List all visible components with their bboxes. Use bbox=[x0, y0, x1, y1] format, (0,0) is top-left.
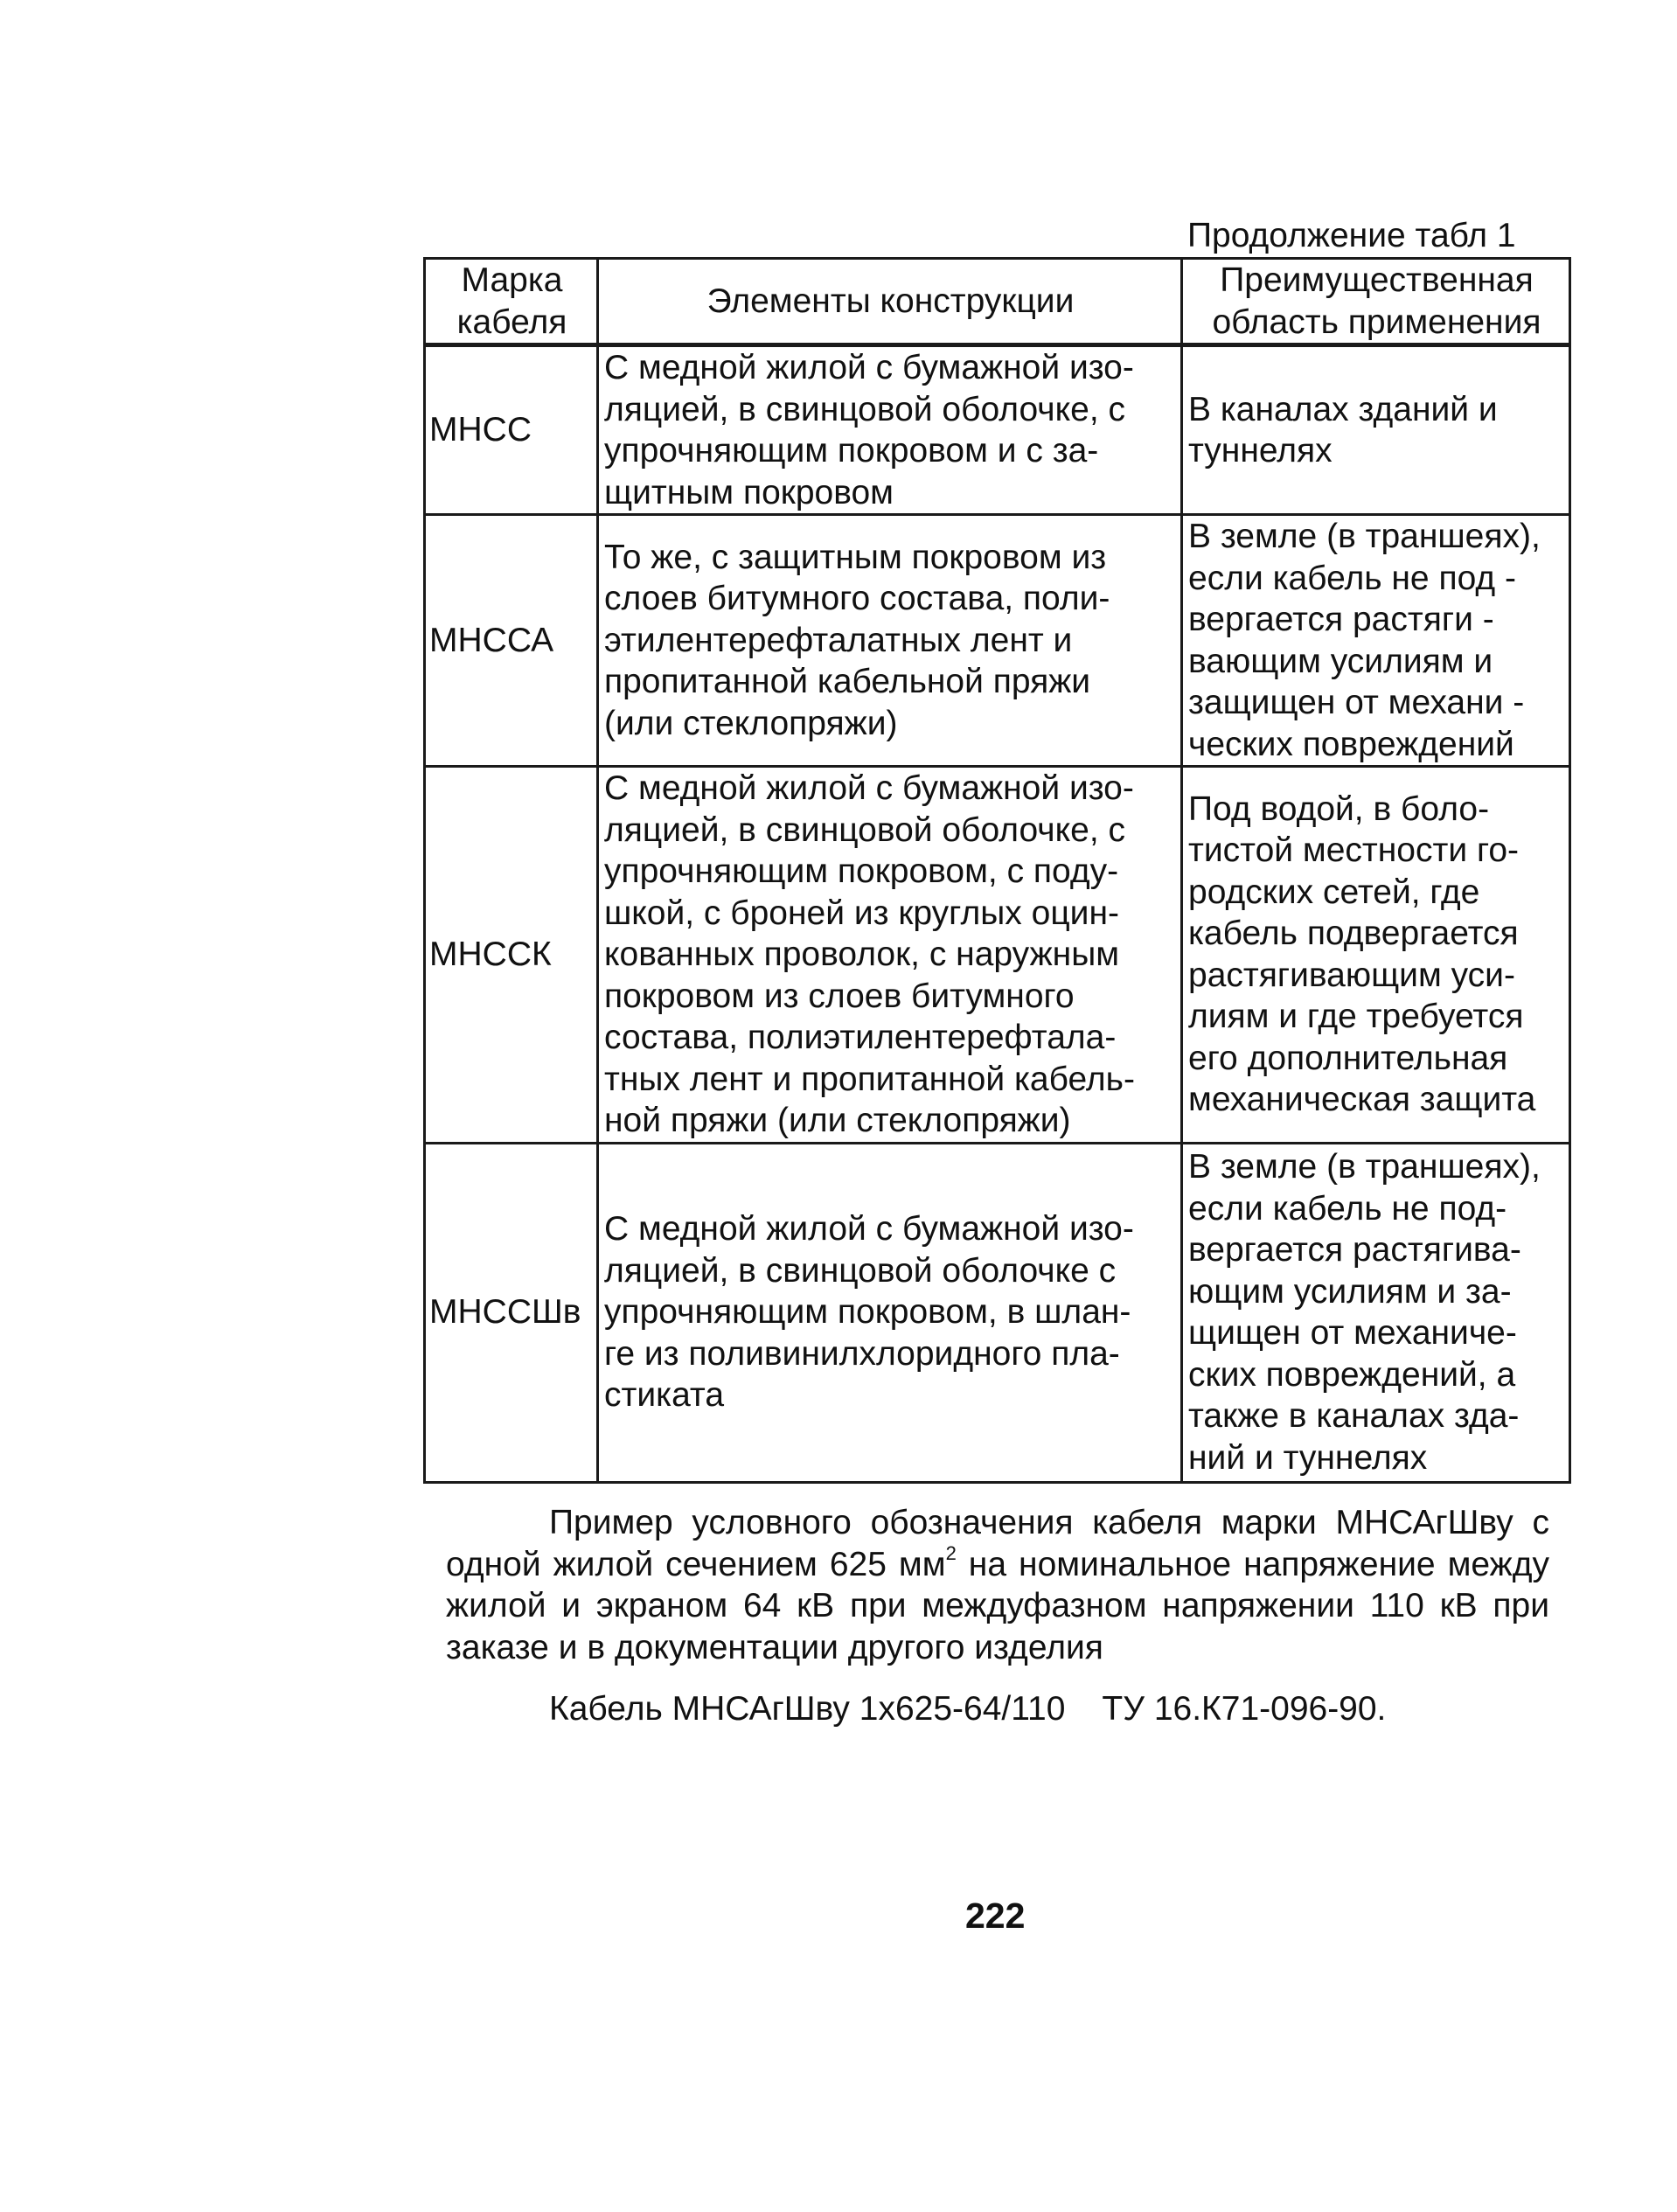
construction-elements-cell: С медной жилой с бумажной изо- ляцией, в свинцовой оболочке, с упрочняющим покровом и с за- щитным покровом bbox=[598, 345, 1182, 515]
construction-elements-cell: С медной жилой с бумажной изо- ляцией, в свинцовой оболочке с упрочняющим покровом, в шлан- ге из поливинилхлоридного пла- стиката bbox=[598, 1143, 1182, 1482]
application-area-cell: В земле (в траншеях), если кабель не под- вергается растягива- ющим усилиям и за- щищен от механиче- ских повреждений, а также в каналах зда- ний и туннелях bbox=[1182, 1143, 1570, 1482]
cable-mark-cell: МНССШв bbox=[425, 1143, 598, 1482]
application-area-cell: В каналах зданий и туннелях bbox=[1182, 345, 1570, 515]
header-construction-elements: Элементы конструкции bbox=[598, 259, 1182, 345]
cable-mark-cell: МНССК bbox=[425, 767, 598, 1144]
table-row bbox=[425, 767, 1570, 1144]
application-area-cell: В земле (в траншеях), если кабель не под - вергается растяги - вающим усилиям и защищен от механи - ческих повреждений bbox=[1182, 515, 1570, 767]
header-application-area: Преимущественная область применения bbox=[1182, 259, 1570, 345]
cable-mark-cell: МНСС bbox=[425, 345, 598, 515]
header-cable-mark: Марка кабеля bbox=[425, 259, 598, 345]
table-header-row bbox=[425, 259, 1570, 345]
table-row bbox=[425, 1143, 1570, 1482]
page-number: 222 bbox=[965, 1896, 1026, 1936]
squared-superscript: 2 bbox=[945, 1541, 957, 1564]
cable-designation-name: Кабель МНСАгШву 1x625-64/110 bbox=[549, 1690, 1066, 1728]
application-area-cell: Под водой, в боло- тистой местности го- родских сетей, где кабель подвергается растягивающим уси- лиям и где требуется его дополнительная механическая защита bbox=[1182, 767, 1570, 1144]
table-row bbox=[425, 515, 1570, 767]
technical-spec-reference: ТУ 16.К71-096-90. bbox=[1102, 1690, 1387, 1728]
cable-designation-line bbox=[549, 1688, 1386, 1730]
designation-example-paragraph bbox=[446, 1502, 1549, 1668]
cable-mark-cell: МНССА bbox=[425, 515, 598, 767]
construction-elements-cell: То же, с защитным покровом из слоев битумного состава, поли- этилентерефталатных лент и пропитанной кабельной пряжи (или стеклопряжи) bbox=[598, 515, 1182, 767]
table-continuation-caption: Продолжение табл 1 bbox=[1187, 217, 1516, 254]
construction-elements-cell: С медной жилой с бумажной изо- ляцией, в свинцовой оболочке, с упрочняющим покровом, с поду- шкой, с броней из круглых оцин- кованных проволок, с наружным покровом из слоев битумного состава, полиэтилентерефтала- тных лент и пропитанной кабель- ной пряжи (или стеклопряжи) bbox=[598, 767, 1182, 1144]
table-row bbox=[425, 345, 1570, 515]
example-text-end: на номинальное напряжение между жилой и экраном 64 кВ при междуфазном напряжении 110 кВ при заказе и в документации другого изделия bbox=[446, 1545, 1549, 1666]
example-text-start: Пример условного обозначения кабеля марки МНСАгШву с одной жилой сечением 625 мм bbox=[446, 1504, 1549, 1583]
cable-table bbox=[423, 257, 1571, 1484]
